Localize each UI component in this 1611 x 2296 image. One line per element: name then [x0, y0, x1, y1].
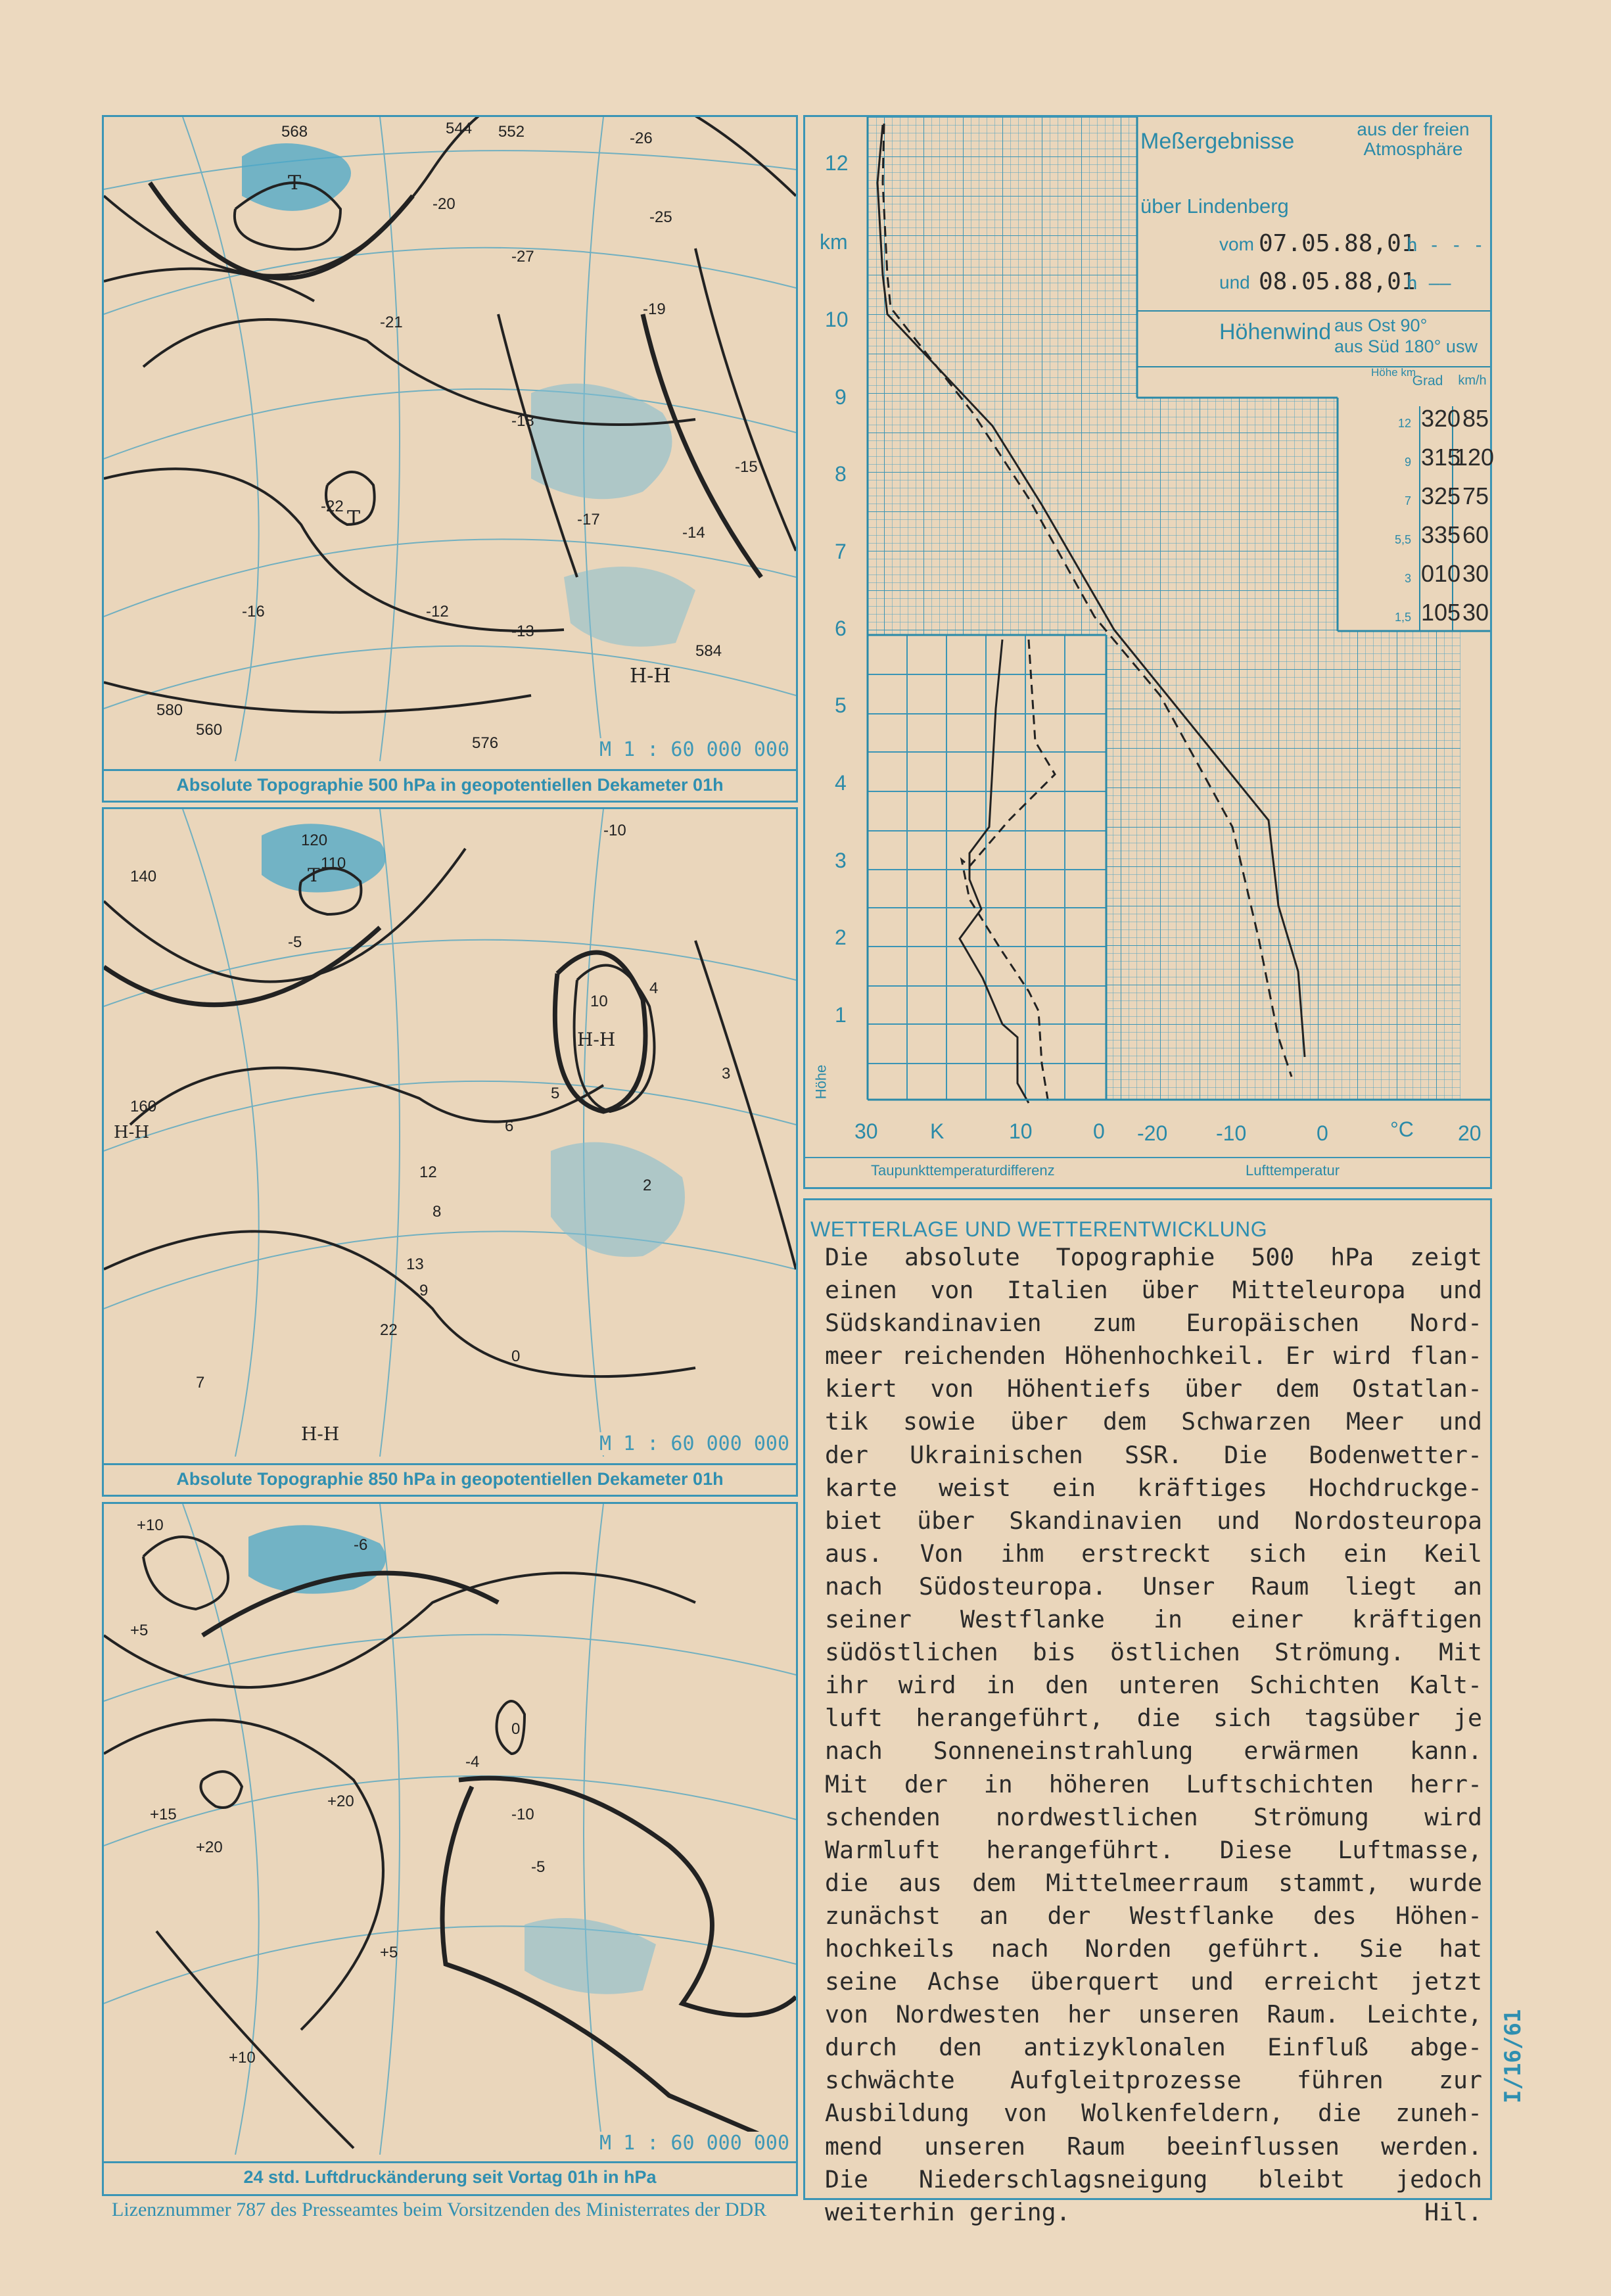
wind-row-speed: 120 — [1455, 444, 1495, 471]
contour-label: -25 — [649, 208, 672, 226]
wind-row-speed: 30 — [1462, 599, 1489, 626]
article-line: die aus dem Mittelmeerraum stammt, wurde — [825, 1868, 1482, 1897]
contour-label: -20 — [432, 195, 455, 213]
contour-label: 0 — [511, 1720, 521, 1738]
map-pressure-change-panel — [102, 1502, 798, 2196]
wind-row-direction: 325 — [1421, 482, 1461, 509]
date2: 08.05.88,01 — [1259, 268, 1416, 295]
wind-row-height: 5,5 — [1394, 533, 1411, 546]
date1-suffix: h - - - — [1407, 234, 1485, 256]
map-scale: M 1 : 60 000 000 — [595, 738, 793, 761]
contour-label: 4 — [649, 979, 659, 997]
col-grad: Grad — [1412, 373, 1443, 388]
temp-tick: °C — [1390, 1117, 1414, 1141]
temp-tick: -10 — [1216, 1121, 1247, 1145]
article-line: südöstlichen bis östlichen Strömung. Mit — [825, 1638, 1482, 1667]
wind-row-speed: 30 — [1462, 560, 1489, 587]
license-footer: Lizenznummer 787 des Presseamtes beim Vorsitzenden des Ministerrates der DDR — [112, 2199, 767, 2220]
map-caption: 24 std. Luftdruckänderung seit Vortag 01h in hPa — [104, 2161, 796, 2188]
contour-label: -5 — [288, 933, 302, 951]
map-850hpa-panel — [102, 807, 798, 1497]
map-850hpa — [104, 809, 796, 1457]
dewpoint-tick: K — [930, 1119, 945, 1143]
article-line: ihr wird in den unteren Schichten Kalt- — [825, 1671, 1482, 1700]
article-line: Warmluft herangeführt. Diese Luftmasse, — [825, 1835, 1482, 1864]
contour-label: -21 — [380, 314, 403, 331]
map-pressure-change — [104, 1504, 796, 2155]
contour-label: +20 — [196, 1839, 223, 1856]
contour-label: 3 — [722, 1065, 731, 1083]
contour-label: 120 — [301, 832, 328, 849]
contour-label: 9 — [419, 1282, 429, 1300]
article-line: schenden nordwestlichen Strömung wird — [825, 1802, 1482, 1831]
contour-label: -19 — [643, 300, 666, 318]
dewpoint-tick: 30 — [854, 1119, 878, 1143]
article-line: einen von Italien über Mitteleuropa und — [825, 1276, 1482, 1305]
wind-row-height: 9 — [1404, 456, 1411, 469]
wind-row-direction: 105 — [1421, 599, 1461, 626]
wind-dir1: aus Ost 90° — [1334, 316, 1428, 335]
y-tick: 7 — [835, 540, 847, 563]
wind-row-height: 1,5 — [1394, 611, 1411, 624]
contour-label: 560 — [196, 721, 223, 739]
article-line: luft herangeführt, die sich tagsüber je — [825, 1704, 1482, 1733]
y-tick: 1 — [835, 1003, 847, 1027]
y-tick: 2 — [835, 925, 847, 949]
article-line: karte weist ein kräftiges Hochdruckge- — [825, 1473, 1482, 1502]
contour-label: -27 — [511, 248, 534, 266]
dewpoint-tick: 0 — [1093, 1119, 1105, 1143]
y-tick: 6 — [835, 617, 847, 640]
contour-label: -6 — [354, 1536, 368, 1554]
contour-label: -13 — [511, 622, 534, 640]
article-line: seiner Westflanke in einer kräftigen — [825, 1605, 1482, 1634]
date1-prefix: vom — [1219, 234, 1254, 254]
article-line: der Ukrainischen SSR. Die Bodenwetter- — [825, 1440, 1482, 1469]
article-line: Südskandinavien zum Europäischen Nord- — [825, 1309, 1482, 1338]
contour-label: 8 — [432, 1203, 442, 1221]
article-signature: Hil. — [1424, 2197, 1482, 2226]
map-caption: Absolute Topographie 500 hPa in geopotentiellen Dekameter 01h — [104, 769, 796, 795]
article-line: meer reichenden Höhenhochkeil. Er wird flan- — [825, 1342, 1482, 1371]
map-caption: Absolute Topographie 850 hPa in geopotentiellen Dekameter 01h — [104, 1463, 796, 1489]
high-marker: H-H — [630, 665, 671, 688]
col-hoehe: Höhe km — [1370, 366, 1416, 379]
wind-label: Höhenwind — [1219, 319, 1332, 344]
contour-label: 584 — [695, 642, 722, 660]
sounding-subtitle: aus der freien Atmosphäre — [1357, 119, 1470, 159]
article-line: seine Achse überquert und erreicht jetzt — [825, 1967, 1482, 1996]
article-line: Die Niederschlagsneigung bleibt jedoch — [825, 2165, 1482, 2193]
side-code: I/16/61 — [1500, 2009, 1526, 2103]
contour-label: +15 — [150, 1806, 177, 1823]
article-line — [825, 2196, 1482, 2229]
contour-label: -14 — [682, 524, 705, 542]
low-marker: T — [308, 864, 320, 886]
wind-row-speed: 85 — [1462, 405, 1489, 432]
contour-label: -16 — [242, 603, 265, 621]
wind-row-height: 12 — [1397, 417, 1411, 430]
y-tick: 5 — [835, 693, 847, 717]
contour-label: +10 — [229, 2049, 256, 2067]
contour-label: +5 — [380, 1944, 398, 1961]
article-line: nach Südosteuropa. Unser Raum liegt an — [825, 1572, 1482, 1601]
contour-label: 5 — [551, 1085, 560, 1102]
article-line: tik sowie über dem Schwarzen Meer und — [825, 1407, 1482, 1436]
contour-label: -5 — [531, 1858, 546, 1876]
map-scale: M 1 : 60 000 000 — [595, 2132, 793, 2155]
map-500hpa — [104, 117, 796, 761]
dewpoint-axis-label: Taupunkttemperaturdifferenz — [871, 1162, 1055, 1179]
contour-label: 552 — [498, 123, 525, 141]
y-tick: 3 — [835, 849, 847, 872]
date1: 07.05.88,01 — [1259, 230, 1416, 257]
article-line: kiert von Höhentiefs über dem Ostatlan- — [825, 1374, 1482, 1403]
contour-label: +5 — [130, 1622, 149, 1639]
dewpoint-tick: 10 — [1009, 1119, 1033, 1143]
contour-label: +20 — [327, 1792, 354, 1810]
contour-label: 544 — [446, 120, 473, 137]
article-box — [803, 1198, 1492, 2226]
wind-row-speed: 75 — [1462, 482, 1489, 509]
wind-row-height: 3 — [1404, 572, 1411, 585]
contour-label: 13 — [406, 1255, 424, 1273]
article-line: schwächte Aufgleitprozesse führen zur — [825, 2066, 1482, 2095]
contour-label: -22 — [321, 498, 344, 515]
contour-label: 576 — [472, 734, 499, 752]
map-scale: M 1 : 60 000 000 — [595, 1432, 793, 1455]
temp-tick: 0 — [1317, 1121, 1328, 1145]
article-line: hochkeils nach Norden geführt. Sie hat — [825, 1934, 1482, 1963]
article-line: Ausbildung von Wolkenfeldern, die zuneh- — [825, 2099, 1482, 2128]
wind-row-direction: 335 — [1421, 521, 1461, 548]
article-heading: WETTERLAGE UND WETTERENTWICKLUNG — [810, 1217, 1268, 1241]
article-line: Mit der in höheren Luftschichten herr- — [825, 1769, 1482, 1798]
contour-label: +10 — [137, 1516, 164, 1534]
article-line: zunächst an der Westflanke des Höhen- — [825, 1901, 1482, 1930]
article-last-line: weiterhin gering. — [825, 2197, 1071, 2226]
contour-label: -10 — [511, 1806, 534, 1823]
sounding-panel — [803, 115, 1495, 1189]
contour-label: 2 — [643, 1177, 652, 1194]
wind-row-direction: 320 — [1421, 405, 1461, 432]
contour-label: -15 — [735, 458, 758, 476]
wind-dir2: aus Süd 180° usw — [1334, 337, 1478, 356]
temp-tick: 20 — [1458, 1121, 1482, 1145]
sounding-title: Meßergebnisse — [1140, 129, 1295, 154]
contour-label: -18 — [511, 412, 534, 430]
contour-label: 580 — [156, 701, 183, 719]
contour-label: 12 — [419, 1163, 437, 1181]
wind-row-direction: 010 — [1421, 560, 1461, 587]
low-marker: T — [288, 172, 302, 195]
article-line: biet über Skandinavien und Nordosteuropa — [825, 1506, 1482, 1535]
article-line: aus. Von ihm erstreckt sich ein Keil — [825, 1539, 1482, 1568]
y-axis-label: Höhe — [812, 1064, 829, 1100]
article-line: nach Sonneneinstrahlung erwärmen kann. — [825, 1737, 1482, 1766]
y-tick: 4 — [835, 771, 847, 795]
wind-row-direction: 315 — [1421, 444, 1461, 471]
date2-suffix: h —— — [1407, 272, 1451, 294]
y-tick: 12 — [825, 151, 849, 175]
contour-label: 6 — [505, 1117, 514, 1135]
contour-label: -17 — [577, 511, 600, 528]
contour-label: -12 — [426, 603, 449, 621]
contour-label: 0 — [511, 1347, 521, 1365]
y-tick: 10 — [825, 308, 849, 331]
contour-label: -4 — [465, 1753, 480, 1771]
temp-axis-label: Lufttemperatur — [1246, 1162, 1340, 1179]
wind-row-speed: 60 — [1462, 521, 1489, 548]
high-marker: H-H — [114, 1123, 150, 1142]
contour-label: 140 — [130, 868, 157, 885]
y-tick: 9 — [835, 385, 847, 409]
high-marker: H-H — [577, 1029, 616, 1050]
y-tick: 8 — [835, 462, 847, 486]
article-body — [825, 1241, 1482, 2229]
article-line: durch den antizyklonalen Einfluß abge- — [825, 2033, 1482, 2062]
contour-label: -26 — [630, 129, 653, 147]
km-label: km — [820, 230, 848, 254]
contour-label: 160 — [130, 1098, 157, 1115]
low-marker: T — [347, 507, 361, 530]
date2-prefix: und — [1219, 272, 1250, 293]
contour-label: 10 — [590, 993, 608, 1010]
contour-label: 568 — [281, 123, 308, 141]
contour-label: 110 — [321, 855, 346, 872]
high-marker: H-H — [301, 1423, 340, 1445]
sounding-station: über Lindenberg — [1140, 195, 1289, 218]
col-kmh: km/h — [1458, 373, 1487, 388]
article-line: Die absolute Topographie 500 hPa zeigt — [825, 1243, 1482, 1271]
temp-tick: -20 — [1137, 1121, 1168, 1145]
contour-label: 22 — [380, 1321, 398, 1339]
contour-label: 7 — [196, 1374, 205, 1392]
map-500hpa-panel — [102, 115, 798, 803]
article-line: von Nordwesten her unseren Raum. Leichte, — [825, 2000, 1482, 2029]
contour-label: -10 — [603, 822, 626, 839]
article-line: mend unseren Raum beeinflussen werden. — [825, 2132, 1482, 2161]
wind-row-height: 7 — [1404, 494, 1411, 507]
